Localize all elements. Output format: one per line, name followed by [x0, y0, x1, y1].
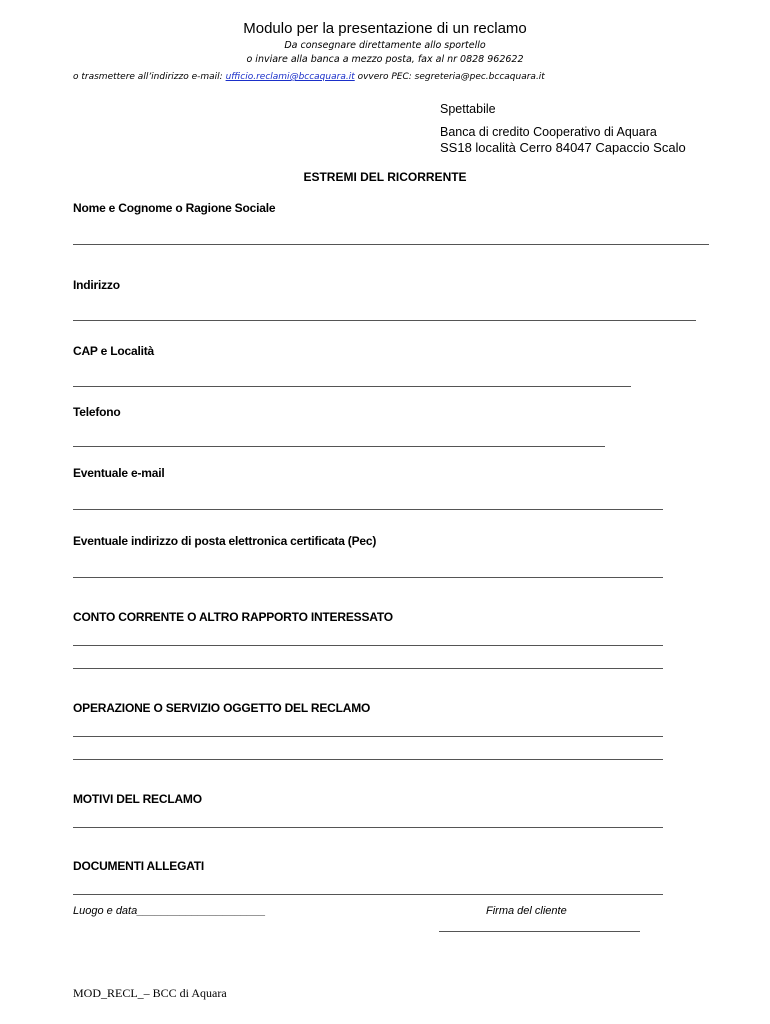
place-date-label	[73, 905, 266, 917]
name-label: Nome e Cognome o Ragione Sociale	[73, 201, 276, 215]
section-heading: ESTREMI DEL RICORRENTE	[303, 170, 467, 184]
documents-label: DOCUMENTI ALLEGATI	[73, 859, 205, 873]
reasons-field-line[interactable]	[73, 827, 663, 828]
account-field-line-1[interactable]	[73, 645, 663, 646]
reasons-label: MOTIVI DEL RECLAMO	[73, 792, 202, 806]
pec-field-line[interactable]	[73, 577, 663, 578]
form-title: Modulo per la presentazione di un reclamo	[243, 20, 527, 37]
place-date-blank[interactable]: _____________________	[137, 905, 266, 917]
address-label: Indirizzo	[73, 278, 120, 292]
footer-code: MOD_RECL_– BCC di Aquara	[73, 986, 227, 1000]
pec-label: Eventuale indirizzo di posta elettronica certificata (Pec)	[73, 534, 377, 548]
contact-prefix: o trasmettere all’indirizzo e-mail:	[73, 72, 226, 82]
account-label: CONTO CORRENTE O ALTRO RAPPORTO INTERESSATO	[73, 610, 393, 624]
cap-field-line[interactable]	[73, 386, 631, 387]
recipient-bank: Banca di credito Cooperativo di Aquara	[440, 125, 657, 139]
account-field-line-2[interactable]	[73, 668, 663, 669]
place-date-text: Luogo e data	[73, 905, 138, 917]
address-field-line[interactable]	[73, 320, 696, 321]
recipient-address: SS18 località Cerro 84047 Capaccio Scalo	[440, 140, 686, 155]
email-label: Eventuale e-mail	[73, 466, 165, 480]
name-field-line[interactable]	[73, 244, 709, 245]
contact-line	[73, 72, 545, 82]
recipient-salutation: Spettabile	[440, 102, 496, 116]
email-field-line[interactable]	[73, 509, 663, 510]
email-link[interactable]: ufficio.reclami@bccaquara.it	[225, 72, 355, 82]
contact-pec: ovvero PEC: segreteria@pec.bccaquara.it	[354, 72, 545, 82]
operation-label: OPERAZIONE O SERVIZIO OGGETTO DEL RECLAMO	[73, 701, 371, 715]
subtitle-delivery: Da consegnare direttamente allo sportello	[284, 40, 486, 51]
phone-field-line[interactable]	[73, 446, 605, 447]
signature-field-line[interactable]	[439, 931, 640, 932]
operation-field-line-1[interactable]	[73, 736, 663, 737]
phone-label: Telefono	[73, 405, 121, 419]
operation-field-line-2[interactable]	[73, 759, 663, 760]
subtitle-mail-fax: o inviare alla banca a mezzo posta, fax al nr 0828 962622	[246, 54, 524, 65]
signature-label: Firma del cliente	[486, 905, 567, 917]
documents-field-line[interactable]	[73, 894, 663, 895]
cap-label: CAP e Località	[73, 344, 155, 358]
